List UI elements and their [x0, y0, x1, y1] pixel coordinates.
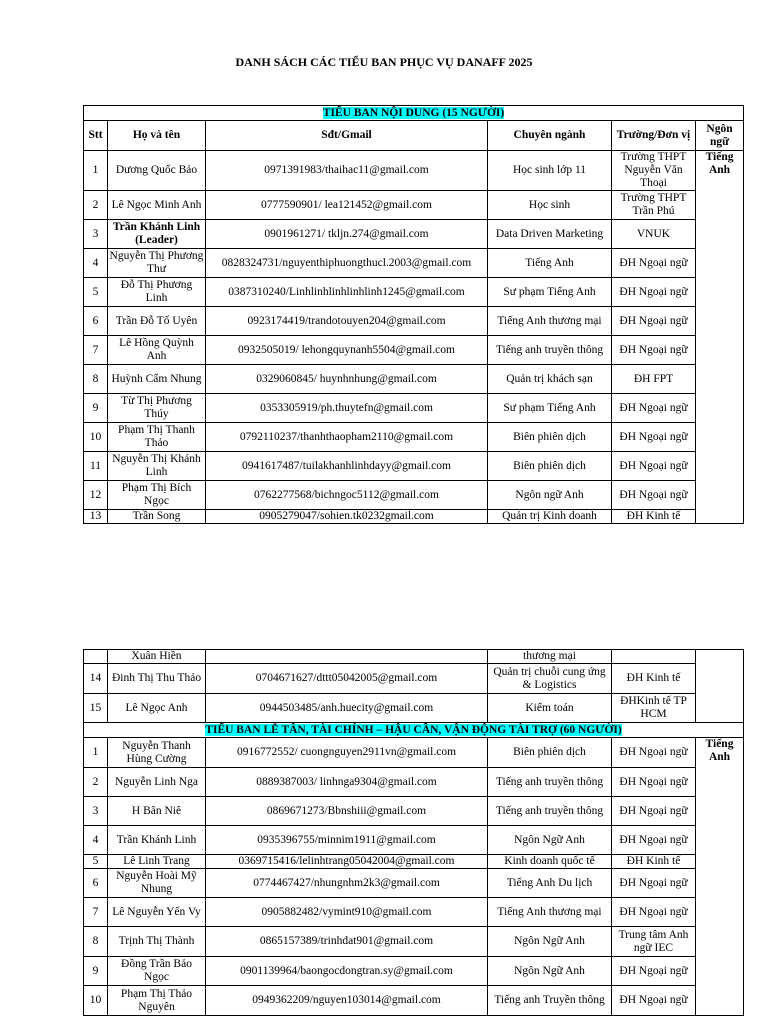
cell-stt: 9 — [84, 394, 108, 423]
cell-major: Ngôn Ngữ Anh — [488, 927, 612, 957]
cell-major: Quản trị khách sạn — [488, 365, 612, 394]
table-row — [84, 694, 744, 723]
cell-contact: 0941617487/tuilakhanhlinhdayy@gmail.com — [206, 452, 488, 481]
cell-contact: 0329060845/ huynhnhung@gmail.com — [206, 365, 488, 394]
cell-stt: 3 — [84, 797, 108, 826]
cell-language — [696, 650, 744, 723]
table-row — [84, 336, 744, 365]
cell-contact: 0762277568/bichngoc5112@gmail.com — [206, 481, 488, 510]
cell-contact: 0369715416/lelinhtrang05042004@gmail.com — [206, 855, 488, 869]
cell-school: ĐH Kinh tế — [612, 664, 696, 694]
table-row — [84, 481, 744, 510]
cell-major: Tiếng Anh — [488, 249, 612, 278]
cell-name: Trần Đỗ Tố Uyên — [108, 307, 206, 336]
cell-stt: 2 — [84, 191, 108, 220]
cell-contact: 0905882482/vymint910@gmail.com — [206, 898, 488, 927]
cell-name: Đinh Thị Thu Thảo — [108, 664, 206, 694]
header-school: Trường/Đơn vị — [612, 121, 696, 151]
cell-major: Ngôn ngữ Anh — [488, 481, 612, 510]
header-name: Họ và tên — [108, 121, 206, 151]
cell-name: Xuân Hiền — [108, 650, 206, 664]
cell-major: Ngôn Ngữ Anh — [488, 826, 612, 855]
cell-name: H Bân Niê — [108, 797, 206, 826]
cell-contact: 0916772552/ cuongnguyen2911vn@gmail.com — [206, 738, 488, 768]
cell-name: Nguyễn Thị Khánh Linh — [108, 452, 206, 481]
table-row — [84, 249, 744, 278]
table-row — [84, 855, 744, 869]
cell-name: Phạm Thị Thanh Thảo — [108, 423, 206, 452]
header-row — [84, 121, 744, 151]
cell-name: Trần Khánh Linh — [108, 826, 206, 855]
cell-major: Ngôn Ngữ Anh — [488, 957, 612, 986]
cell-contact: 0901961271/ tkljn.274@gmail.com — [206, 220, 488, 249]
cell-name: Đồng Trần Bảo Ngọc — [108, 957, 206, 986]
cell-major: Sư phạm Tiếng Anh — [488, 394, 612, 423]
cell-stt: 9 — [84, 957, 108, 986]
cell-major: Tiếng Anh thương mại — [488, 898, 612, 927]
cell-major: Học sinh — [488, 191, 612, 220]
cell-stt: 14 — [84, 664, 108, 694]
table-row — [84, 394, 744, 423]
cell-school: Trung tâm Anh ngữ IEC — [612, 927, 696, 957]
cell-contact: 0869671273/Bbnshiii@gmail.com — [206, 797, 488, 826]
cell-major: Biên phiên dịch — [488, 738, 612, 768]
cell-stt: 15 — [84, 694, 108, 723]
header-language: Ngôn ngữ — [696, 121, 744, 151]
cell-contact: 0932505019/ lehongquynanh5504@gmail.com — [206, 336, 488, 365]
document-title: DANH SÁCH CÁC TIỂU BAN PHỤC VỤ DANAFF 2025 — [235, 55, 533, 69]
cell-stt — [84, 650, 108, 664]
cell-contact: 0905279047/sohien.tk0232gmail.com — [206, 510, 488, 524]
table-row — [84, 423, 744, 452]
cell-school: ĐH Ngoại ngữ — [612, 869, 696, 898]
table-row — [84, 826, 744, 855]
cell-major: Sư phạm Tiếng Anh — [488, 278, 612, 307]
cell-school: ĐH Ngoại ngữ — [612, 336, 696, 365]
cell-major: Tiếng anh truyền thông — [488, 797, 612, 826]
table-content-subcommittee — [83, 105, 744, 524]
cell-major: Tiếng anh truyền thông — [488, 336, 612, 365]
cell-major: thương mại — [488, 650, 612, 664]
cell-major: Tiếng Anh thương mại — [488, 307, 612, 336]
cell-school: ĐH Kinh tế — [612, 510, 696, 524]
cell-major: Biên phiên dịch — [488, 452, 612, 481]
cell-stt: 13 — [84, 510, 108, 524]
table-row — [84, 986, 744, 1016]
header-major: Chuyên ngành — [488, 121, 612, 151]
table-row — [84, 191, 744, 220]
cell-school: ĐH Ngoại ngữ — [612, 278, 696, 307]
cell-name: Dương Quốc Bảo — [108, 151, 206, 191]
cell-school: ĐH Ngoại ngữ — [612, 481, 696, 510]
cell-school: Trường THPT Nguyễn Văn Thoại — [612, 151, 696, 191]
cell-name: Nguyễn Linh Nga — [108, 768, 206, 797]
cell-major: Quản trị chuỗi cung ứng & Logistics — [488, 664, 612, 694]
table-row — [84, 738, 744, 768]
cell-contact: 0774467427/nhungnhm2k3@gmail.com — [206, 869, 488, 898]
table-row — [84, 768, 744, 797]
cell-school: VNUK — [612, 220, 696, 249]
cell-name: Phạm Thị Thảo Nguyên — [108, 986, 206, 1016]
table-row — [84, 365, 744, 394]
cell-name: Từ Thị Phương Thúy — [108, 394, 206, 423]
cell-major: Data Driven Marketing — [488, 220, 612, 249]
cell-contact: 0923174419/trandotouyen204@gmail.com — [206, 307, 488, 336]
cell-name: Trần Song — [108, 510, 206, 524]
cell-stt: 6 — [84, 307, 108, 336]
table-row — [84, 664, 744, 694]
table-reception-subcommittee — [83, 649, 744, 1016]
table-row — [84, 869, 744, 898]
cell-school: ĐH Ngoại ngữ — [612, 898, 696, 927]
cell-school: ĐH Ngoại ngữ — [612, 307, 696, 336]
cell-stt: 8 — [84, 365, 108, 394]
table-row — [84, 797, 744, 826]
cell-name: Lê Ngọc Anh — [108, 694, 206, 723]
cell-stt: 4 — [84, 826, 108, 855]
table-row — [84, 510, 744, 524]
table-row — [84, 307, 744, 336]
section-banner — [84, 106, 744, 121]
cell-major: Tiếng Anh Du lịch — [488, 869, 612, 898]
cell-stt: 12 — [84, 481, 108, 510]
cell-stt: 4 — [84, 249, 108, 278]
cell-stt: 11 — [84, 452, 108, 481]
cell-contact: 0944503485/anh.huecity@gmail.com — [206, 694, 488, 723]
cell-stt: 10 — [84, 423, 108, 452]
table-row — [84, 452, 744, 481]
cell-contact: 0777590901/ lea121452@gmail.com — [206, 191, 488, 220]
cell-contact: 0353305919/ph.thuytefn@gmail.com — [206, 394, 488, 423]
cell-stt: 8 — [84, 927, 108, 957]
cell-school: ĐH Ngoại ngữ — [612, 738, 696, 768]
cell-name: Nguyễn Thị Phương Thư — [108, 249, 206, 278]
cell-school: ĐH Ngoại ngữ — [612, 957, 696, 986]
cell-school: Trường THPT Trần Phú — [612, 191, 696, 220]
cell-major: Quản trị Kinh doanh — [488, 510, 612, 524]
cell-school: ĐH Ngoại ngữ — [612, 394, 696, 423]
cell-name: Lê Linh Trang — [108, 855, 206, 869]
cell-name: Nguyễn Thanh Hùng Cường — [108, 738, 206, 768]
table-row — [84, 151, 744, 191]
cell-contact: 0792110237/thanhthaopham2110@gmail.com — [206, 423, 488, 452]
cell-major: Học sinh lớp 11 — [488, 151, 612, 191]
cell-stt: 10 — [84, 986, 108, 1016]
table-row — [84, 957, 744, 986]
cell-school: ĐH Ngoại ngữ — [612, 768, 696, 797]
cell-stt: 5 — [84, 855, 108, 869]
cell-stt: 7 — [84, 898, 108, 927]
cell-major: Tiếng anh truyền thông — [488, 768, 612, 797]
cell-school: ĐH FPT — [612, 365, 696, 394]
cell-contact: 0889387003/ linhnga9304@gmail.com — [206, 768, 488, 797]
cell-name: Trịnh Thị Thành — [108, 927, 206, 957]
cell-school: ĐHKinh tế TP HCM — [612, 694, 696, 723]
table-row — [84, 927, 744, 957]
cell-contact: 0935396755/minnim1911@gmail.com — [206, 826, 488, 855]
table-row — [84, 278, 744, 307]
cell-contact: 0828324731/nguyenthiphuongthucl.2003@gmail.com — [206, 249, 488, 278]
cell-contact: 0704671627/dttt05042005@gmail.com — [206, 664, 488, 694]
cell-language: Tiếng Anh — [696, 151, 744, 524]
cell-school: ĐH Ngoại ngữ — [612, 986, 696, 1016]
cell-contact: 0387310240/Linhlinhlinhlinhlinh1245@gmail.com — [206, 278, 488, 307]
cell-contact: 0971391983/thaihac11@gmail.com — [206, 151, 488, 191]
cell-school: ĐH Ngoại ngữ — [612, 452, 696, 481]
cell-name: Đỗ Thị Phương Linh — [108, 278, 206, 307]
section-banner — [84, 723, 744, 738]
cell-name: Nguyễn Hoài Mỹ Nhung — [108, 869, 206, 898]
cell-major: Kiểm toán — [488, 694, 612, 723]
cell-school: ĐH Ngoại ngữ — [612, 826, 696, 855]
section-title: TIỂU BAN LỄ TÂN, TÀI CHÍNH – HẬU CẦN, VẬN ĐỘNG TÀI TRỢ (60 NGƯỜI) — [205, 723, 622, 736]
cell-major: Kinh doanh quốc tế — [488, 855, 612, 869]
cell-name: Huỳnh Cẩm Nhung — [108, 365, 206, 394]
section-title: TIỂU BAN NỘI DUNG (15 NGƯỜI) — [322, 106, 505, 119]
cell-stt: 3 — [84, 220, 108, 249]
cell-contact — [206, 650, 488, 664]
table-row — [84, 650, 744, 664]
header-contact: Sđt/Gmail — [206, 121, 488, 151]
cell-stt: 5 — [84, 278, 108, 307]
cell-contact: 0901139964/baongocdongtran.sy@gmail.com — [206, 957, 488, 986]
cell-school: ĐH Ngoại ngữ — [612, 797, 696, 826]
cell-stt: 6 — [84, 869, 108, 898]
cell-school: ĐH Kinh tế — [612, 855, 696, 869]
cell-stt: 2 — [84, 768, 108, 797]
table-row — [84, 898, 744, 927]
cell-name: Trần Khánh Linh (Leader) — [108, 220, 206, 249]
cell-school: ĐH Ngoại ngữ — [612, 249, 696, 278]
cell-contact: 0865157389/trinhdat901@gmail.com — [206, 927, 488, 957]
cell-major: Tiếng anh Truyền thông — [488, 986, 612, 1016]
cell-stt: 1 — [84, 151, 108, 191]
cell-language: Tiếng Anh — [696, 738, 744, 1016]
cell-major: Biên phiên dịch — [488, 423, 612, 452]
cell-stt: 7 — [84, 336, 108, 365]
cell-school — [612, 650, 696, 664]
header-stt: Stt — [84, 121, 108, 151]
cell-name: Lê Ngọc Minh Anh — [108, 191, 206, 220]
cell-contact: 0949362209/nguyen103014@gmail.com — [206, 986, 488, 1016]
cell-school: ĐH Ngoại ngữ — [612, 423, 696, 452]
cell-name: Lê Hồng Quỳnh Anh — [108, 336, 206, 365]
table-row — [84, 220, 744, 249]
cell-stt: 1 — [84, 738, 108, 768]
cell-name: Phạm Thị Bích Ngọc — [108, 481, 206, 510]
cell-name: Lê Nguyễn Yến Vy — [108, 898, 206, 927]
